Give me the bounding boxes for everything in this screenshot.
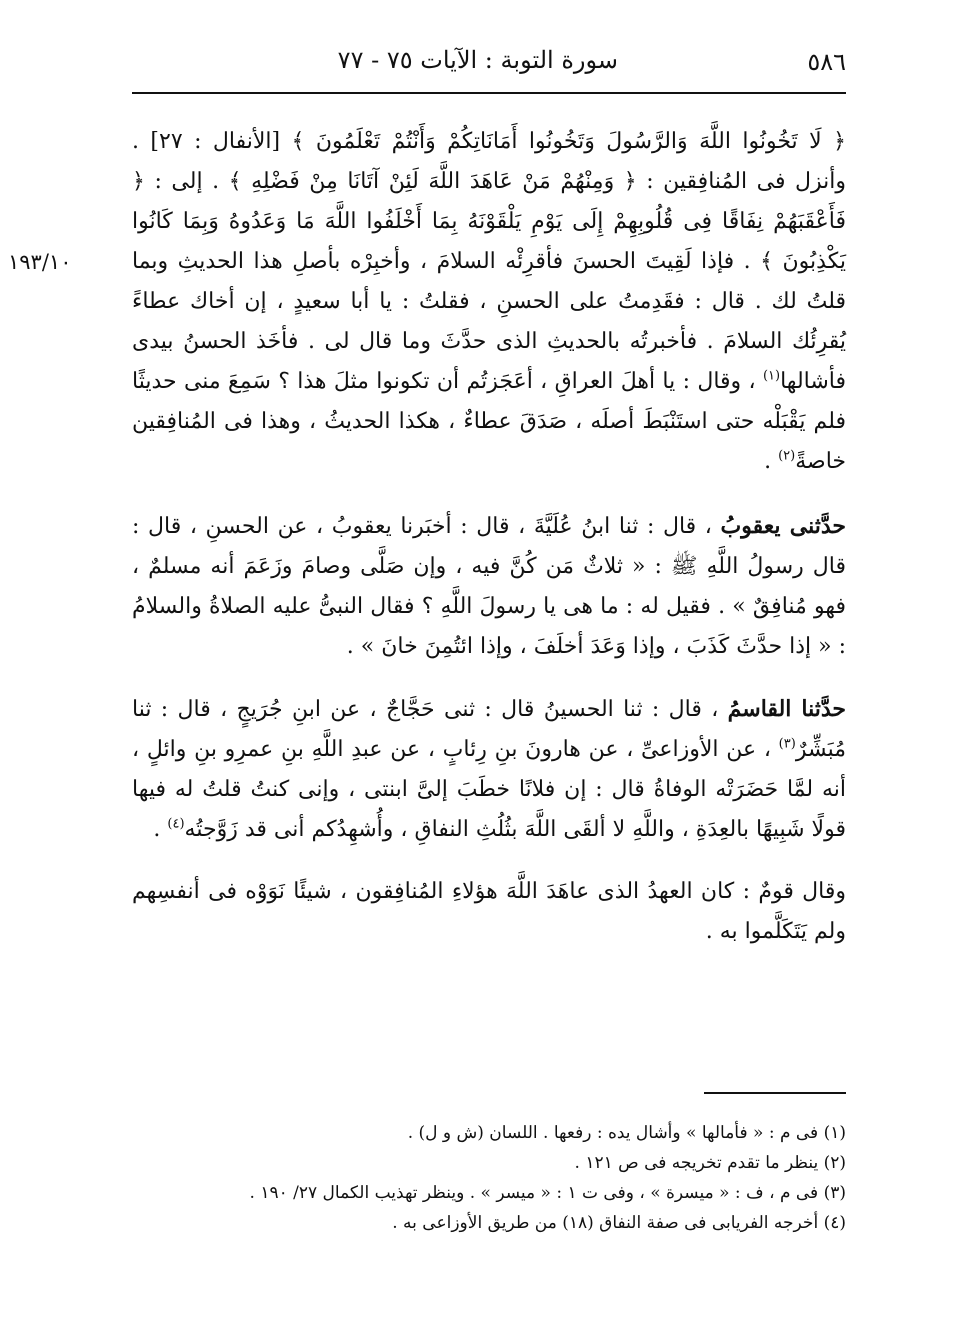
footnotes (132, 1118, 846, 1238)
paragraph-text-end: . (764, 449, 779, 474)
footnote-ref-3: (٣) (778, 736, 796, 752)
page-header (132, 40, 846, 94)
paragraph-text: ﴿ لَا تَخُونُوا اللَّهَ وَالرَّسُولَ وَتَخُونُوا أَمَانَاتِكُمْ وَأَنْتُمْ تَعْلَمُونَ ﴾ [الأنفال : ٢٧] . وأنزل فى المُنافِقين : ﴿ وَمِنْهُمْ مَنْ عَاهَدَ اللَّهَ لَئِنْ آتَانَا مِنْ فَضْلِهِ ﴾ . إلى : ﴿ فَأَعْقَبَهُمْ نِفَاقًا فِى قُلُوبِهِمْ إِلَى يَوْمِ يَلْقَوْنَهُ بِمَا أَخْلَفُوا اللَّهَ مَا وَعَدُوهُ وَبِمَا كَانُوا يَكْذِبُونَ ﴾ . فإذا لَقِيتَ الحسنَ فأقرِئْه السلامَ ، وأخبِرْه بأصلِ هذا الحديثِ وبما قلتُ لك . قال : فقَدِمتُ على الحسنِ ، فقلتُ : يا أبا سعيدٍ ، إن أخاك عطاءً يُقرِئُك السلامَ . فأخبرتُه بالحديثِ الذى حدَّثَ وما قال لى . فأخَذ الحسنُ بيدى فأشالها (132, 129, 846, 394)
isnad-lead: حدَّثنا القاسمُ (727, 696, 846, 722)
paragraph-text: ، قال : ثنا ابنُ عُلَيَّةَ ، قال : أخبَرنا يعقوبُ ، عن الحسنِ ، قال : قال رسولُ اللَّهِ ﷺ : « ثلاثٌ مَن كُنَّ فيه ، وإن صَلَّى وصامَ وزَعَمَ أنه مسلمٌ ، فهو مُنافِقٌ » . فقيل له : ما هى يا رسولَ اللَّهِ ؟ فقال النبىُّ عليه الصلاةُ والسلامُ : « إذا حدَّثَ كَذَبَ ، وإذا وَعَدَ أخلَفَ ، وإذا ائتُمِنَ خانَ » . (132, 514, 846, 659)
footnote-ref-2: (٢) (778, 448, 796, 464)
paragraph-1 (132, 122, 846, 482)
paragraph-2 (132, 506, 846, 667)
footnote-2: (٢) ينظر ما تقدم تخريجه فى ص ١٢١ . (574, 1153, 846, 1173)
margin-reference: ١٩٣/١٠ (8, 250, 72, 274)
paragraph-text: ، قال : ثنا الحسينُ قال : ثنى حَجَّاجٌ ، عن ابنِ جُرَيجٍ ، قال : ثنا مُبَشِّرٌ (132, 697, 846, 762)
footnote-ref-4: (٤) (167, 816, 185, 832)
paragraph-text-tail: ، عن الأوزاعىِّ ، عن هارونَ بنِ رِئابٍ ، عن عبدِ اللَّهِ بنِ عمرِو بنِ وائلٍ ، أنه لمَّا حَضَرَتْه الوفاةُ قال : إن فلانًا خطَبَ إلىَّ ابنتى ، وإنى كنتُ قلتُ له فيها قولًا شَبِيهًا بالعِدَةِ ، واللَّهِ لا ألقَى اللَّهَ بثُلُثِ النفاقِ ، وأُشهِدُكم أنى قد زَوَّجتُه (132, 737, 846, 842)
footnote-3: (٣) فى م ، ف : « ميسرة » ، وفى ت ١ : « ميسر » . وينظر تهذيب الكمال ٢٧/ ١٩٠ . (249, 1183, 846, 1203)
isnad-lead: حدَّثنى يعقوبُ (720, 513, 846, 539)
footnote-ref-1: (١) (762, 368, 781, 384)
main-text (132, 122, 846, 974)
paragraph-text-tail: ، وقال : يا أهلَ العراقِ ، أعَجَزتُم أن تكونوا مثلَ هذا ؟ سَمِعَ منى حديثًا فلم يَقْبَلْه حتى استَنْبَطَ أصلَه ، صَدَقَ عطاءٌ ، هكذا الحديثُ ، وهذا فى المُنافِقين خاصةً (132, 369, 846, 474)
paragraph-text: وقال قومٌ : كان العهدُ الذى عاهَدَ اللَّهَ هؤلاءِ المُنافِقون ، شيئًا نَوَوْه فى أنفسِهم ولم يَتَكَلَّموا به . (132, 879, 846, 944)
footnote-4: (٤) أخرجه الفريابى فى صفة النفاق (١٨) من طريق الأوزاعى به . (392, 1213, 846, 1233)
running-title: سورة التوبة : الآيات ٧٥ - ٧٧ (337, 46, 618, 74)
paragraph-text-end: . (153, 817, 168, 842)
footnote-separator (704, 1092, 846, 1094)
paragraph-3 (132, 689, 846, 850)
footnote-1: (١) فى م : « فأمالها » وأشال يده : رفعها . اللسان (ش و ل) . (407, 1123, 846, 1143)
paragraph-4 (132, 872, 846, 952)
page-number: ٥٨٦ (807, 48, 846, 76)
